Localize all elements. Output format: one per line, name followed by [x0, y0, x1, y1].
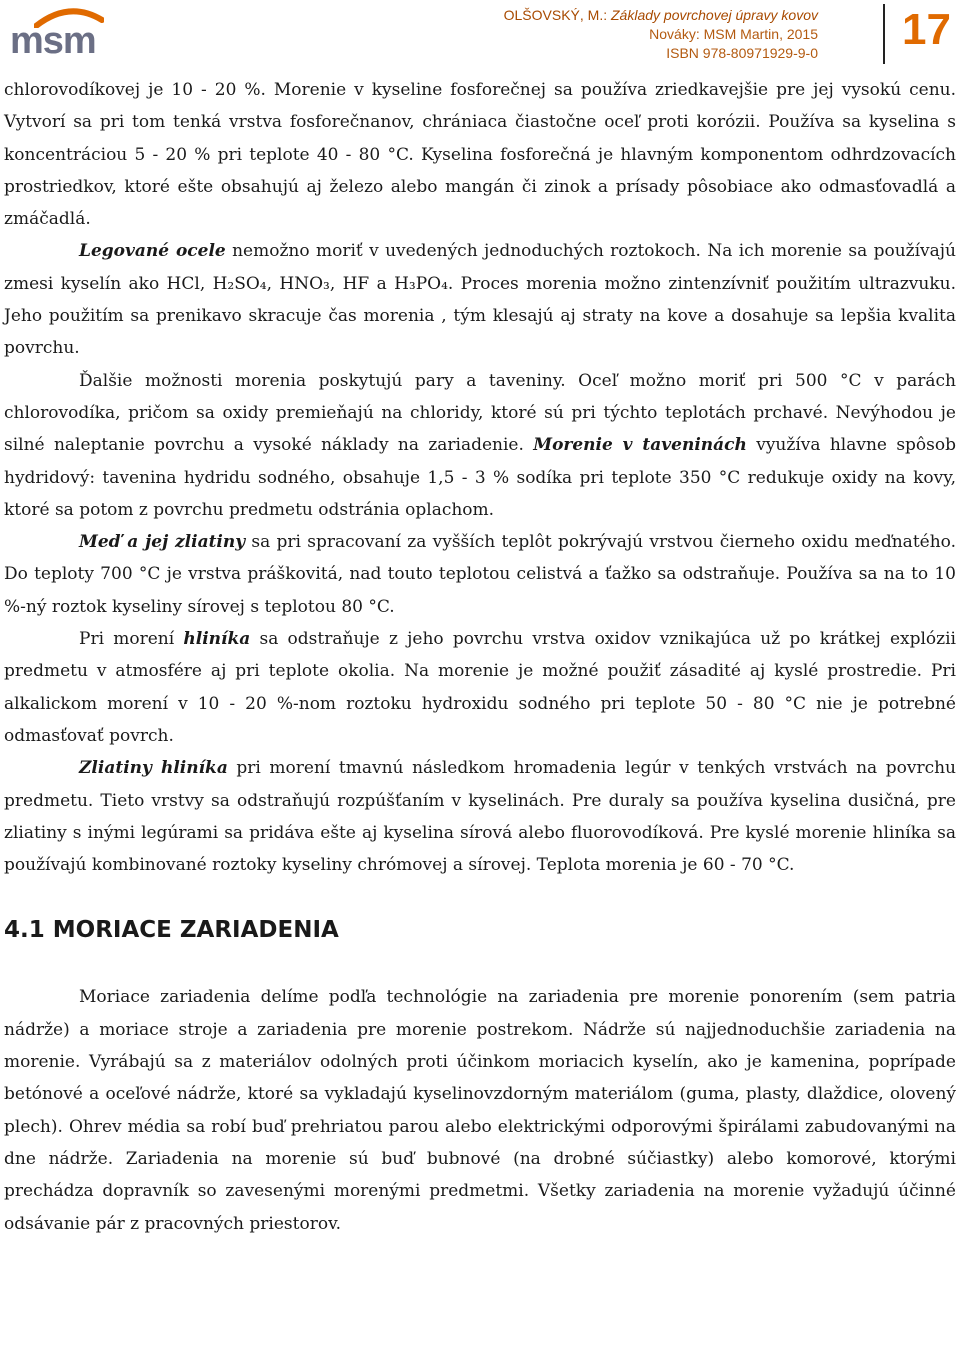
page-content	[4, 74, 956, 1240]
paragraph-text: pri morení tmavnú následkom hromadenia legúr v tenkých vrstvách na povrchu predmetu. Tieto vrstvy sa odstraňujú rozpúšťaním v kyselinách. Pre duraly sa používa kyselina dusičná, pre zliatiny s inými legúrami sa pridáva ešte aj kyselina sírová alebo fluorovodíková. Pre kyslé morenie hliníka sa používajú kombinované roztoky kyseliny chrómovej a sírovej. Teplota morenia je 60 - 70 °C.	[4, 758, 956, 876]
citation-publisher: Nováky: MSM Martin, 2015	[649, 26, 818, 42]
paragraph-continued: chlorovodíkovej je 10 - 20 %. Morenie v kyseline fosforečnej sa používa zriedkavejšie pre jej vysokú cenu. Vytvorí sa pri tom tenká vrstva fosforečnanov, chrániaca čiastočne oceľ proti korózii. Používa sa kyselina s koncentráciou 5 - 20 % pri teplote 40 - 80 °C. Kyselina fosforečná je hlavným komponentom odhrdzovacích prostriedkov, ktoré ešte obsahujú aj železo alebo mangán či zinok a prísady pôsobiace ako odmasťovadlá a zmáčadlá.	[4, 80, 956, 230]
paragraph-vapors-melts	[4, 365, 956, 526]
paragraph-text: využíva hlavne spôsob hydridový: tavenina hydridu sodného, obsahuje 1,5 - 3 % sodíka pri teplote 350 °C redukuje oxidy na kovy, ktoré sa potom z povrchu predmetu odstránia oplachom.	[4, 435, 956, 520]
citation-title-line	[504, 6, 818, 25]
section-heading: 4.1 MORIACE ZARIADENIA	[4, 917, 339, 944]
paragraph-text: Ďalšie možnosti morenia poskytujú pary a taveniny. Oceľ možno moriť pri 500 °C v parách chlorovodíka, pričom sa oxidy premieňajú na chloridy, ktoré sú pri týchto teplotách prchavé. Nevýhodou je silné naleptanie povrchu a vysoké náklady na zariadenie.	[4, 370, 956, 456]
paragraph-copper	[4, 526, 956, 623]
citation-block	[504, 6, 818, 63]
citation-title: Základy povrchovej úpravy kovov	[611, 7, 818, 23]
paragraph-pickling-equipment: Moriace zariadenia delíme podľa technológie na zariadenia pre morenie ponorením (sem patria nádrže) a moriace stroje a zariadenia pre morenie postrekom. Nádrže sú najjednoduchšie zariadenia na morenie. Vyrábajú sa z materiálov odolných proti účinkom moriacich kyselín, ako je kamenina, poprípade betónové a oceľové nádrže, ktoré sa vykladajú kyselinovzdorným materiálom (guma, plasty, dlaždice, olovený plech). Ohrev média sa robí buď prehriatou parou alebo elektrickými odporovými špirálami zabudovanými na dne nádrže. Zariadenia na morenie sú buď bubnové (na drobné súčiastky) alebo komorové, ktorými prechádza dopravník so zavesenými morenými predmetmi. Všetky zariadenia na morenie vyžadujú účinné odsávanie pár z pracovných priestorov.	[4, 987, 956, 1234]
term-aluminium-alloys: Zliatiny hliníka	[79, 758, 228, 779]
paragraph-alloy-steels	[4, 235, 956, 364]
term-aluminium: hliníka	[183, 629, 251, 650]
header-divider	[883, 4, 885, 64]
paragraph-text: nemožno moriť v uvedených jednoduchých roztokoch. Na ich morenie sa používajú zmesi kyselín ako HCl, H₂SO₄, HNO₃, HF a H₃PO₄. Proces morenia možno zintenzívniť použitím ultrazvuku. Jeho použitím sa prenikavo skracuje čas morenia , tým klesajú aj straty na kove a dosahuje sa lepšia kvalita povrchu.	[4, 241, 956, 359]
paragraph-text: Pri morení	[79, 629, 184, 650]
paragraph-text: sa odstraňuje z jeho povrchu vrstva oxidov vznikajúca už po krátkej explózii predmetu v atmosfére aj pri teplote okolia. Na morenie je možné použiť zásadité aj kyslé prostredie. Pri alkalickom morení v 10 - 20 %-nom roztoku hydroxidu sodného pri teplote 50 - 80 °C nie je potrebné odmasťovať povrch.	[4, 629, 956, 746]
msm-logo	[4, 2, 114, 66]
citation-author: OLŠOVSKÝ, M.:	[503, 7, 611, 23]
page-number: 17	[902, 5, 951, 54]
term-alloy-steels: Legované ocele	[79, 241, 226, 262]
page-header	[0, 0, 960, 68]
paragraph-aluminium	[4, 623, 956, 752]
paragraph-aluminium-alloys	[4, 752, 956, 881]
logo-text: msm	[10, 20, 96, 62]
term-copper: Meď a jej zliatiny	[79, 532, 246, 553]
term-melt-pickling: Morenie v taveninách	[533, 435, 747, 456]
citation-isbn: ISBN 978-80971929-9-0	[666, 45, 818, 61]
paragraph-text: sa pri spracovaní za vyšších teplôt pokrývajú vrstvou čierneho oxidu meďnatého. Do teploty 700 °C je vrstva práškovitá, nad touto teplotou celistvá a ťažko sa odstraňuje. Používa sa na to 10 %-ný roztok kyseliny sírovej s teplotou 80 °C.	[4, 532, 956, 617]
